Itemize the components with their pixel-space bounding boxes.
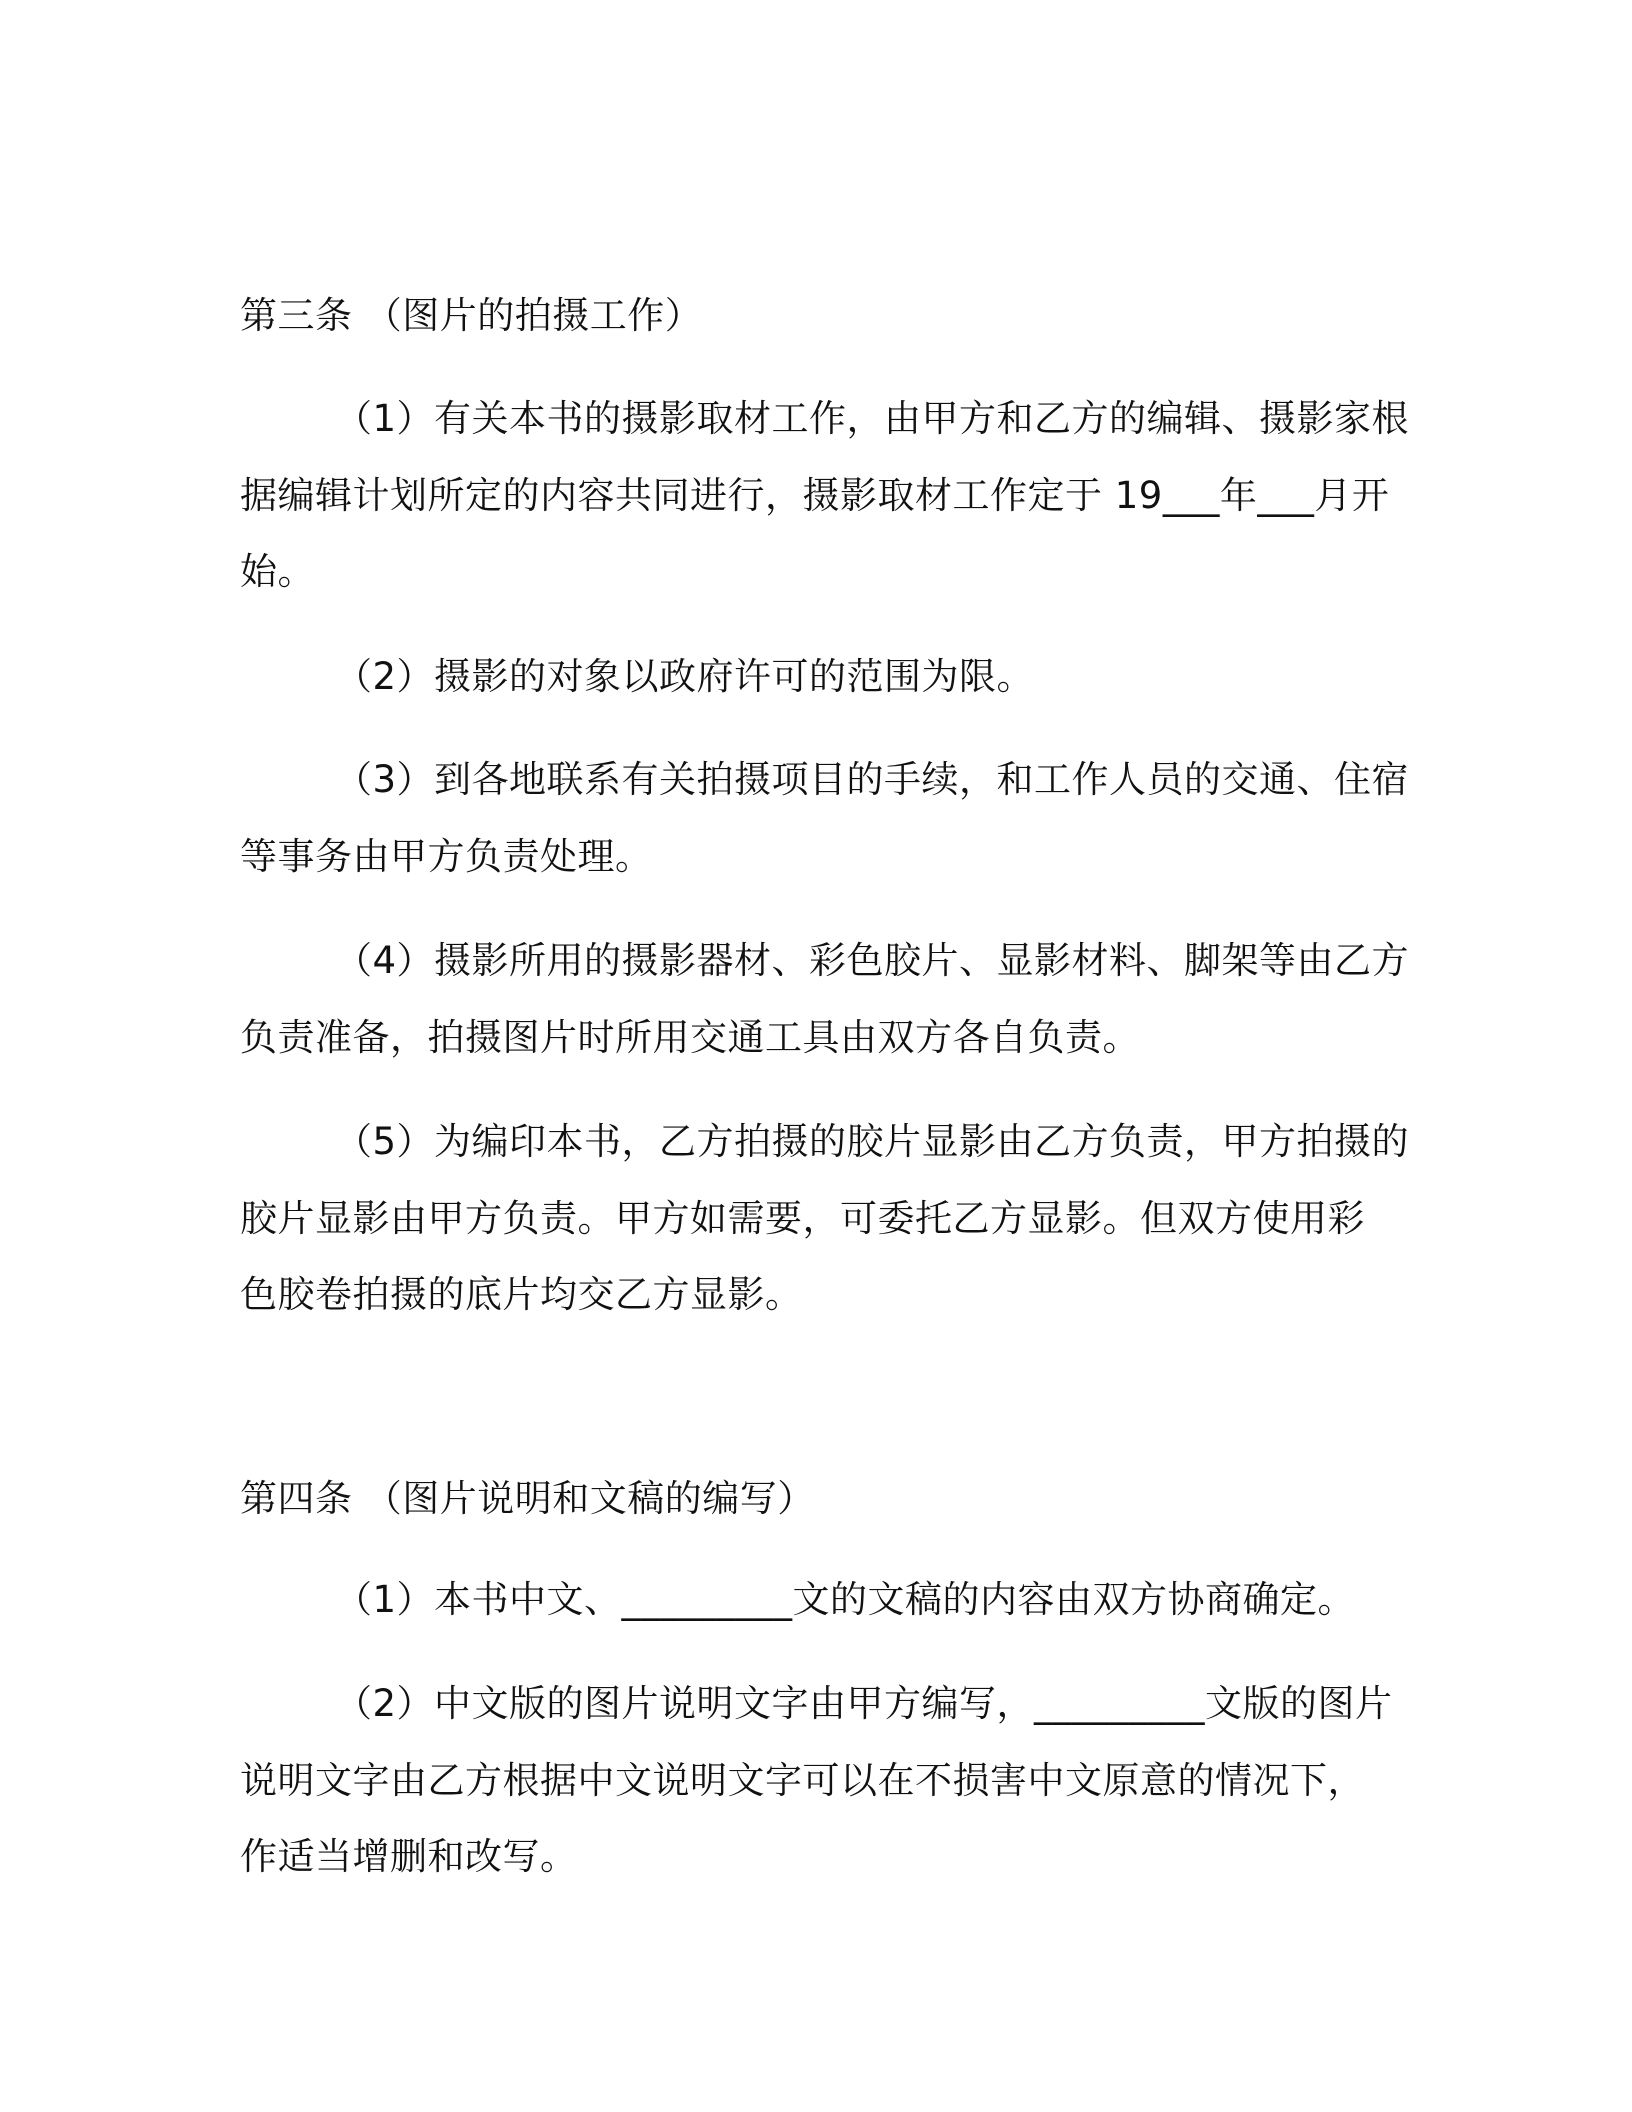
article-4-clause-2-line-1: （2）中文版的图片说明文字由甲方编写，_________文版的图片 [335, 1682, 1393, 1725]
article-3-heading: 第三条 （图片的拍摄工作） [240, 294, 703, 337]
article-3-clause-3-line-2: 等事务由甲方负责处理。 [240, 835, 653, 878]
article-4-clause-2-line-3: 作适当增删和改写。 [240, 1835, 578, 1878]
article-3-clause-4-line-1: （4）摄影所用的摄影器材、彩色胶片、显影材料、脚架等由乙方 [335, 939, 1410, 982]
article-4-clause-2-line-2: 说明文字由乙方根据中文说明文字可以在不损害中文原意的情况下， [240, 1759, 1365, 1802]
article-3-clause-2-line-1: （2）摄影的对象以政府许可的范围为限。 [335, 655, 1035, 698]
article-3-clause-5-line-3: 色胶卷拍摄的底片均交乙方显影。 [240, 1273, 803, 1316]
article-3-clause-4-line-2: 负责准备，拍摄图片时所用交通工具由双方各自负责。 [240, 1016, 1140, 1059]
article-3-clause-3-line-1: （3）到各地联系有关拍摄项目的手续，和工作人员的交通、住宿 [335, 758, 1410, 801]
article-3-clause-1-line-3: 始。 [240, 550, 315, 593]
article-3-clause-1-line-1: （1）有关本书的摄影取材工作，由甲方和乙方的编辑、摄影家根 [335, 397, 1410, 440]
article-3-clause-1-line-2: 据编辑计划所定的内容共同进行，摄影取材工作定于 19___年___月开 [240, 474, 1390, 517]
article-3-clause-5-line-1: （5）为编印本书，乙方拍摄的胶片显影由乙方负责，甲方拍摄的 [335, 1120, 1410, 1163]
article-3-clause-5-line-2: 胶片显影由甲方负责。甲方如需要，可委托乙方显影。但双方使用彩 [240, 1197, 1365, 1240]
article-4-heading: 第四条 （图片说明和文稿的编写） [240, 1477, 815, 1520]
article-4-clause-1-line-1: （1）本书中文、_________文的文稿的内容由双方协商确定。 [335, 1578, 1356, 1621]
